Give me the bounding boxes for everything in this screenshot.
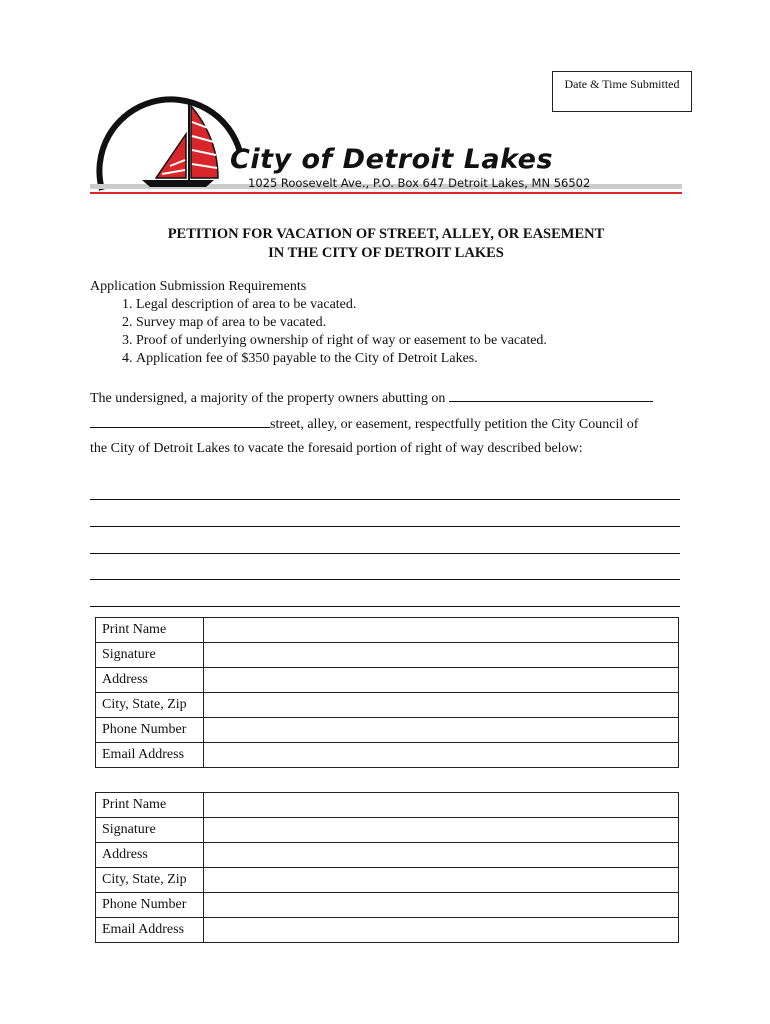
email-address-label: Email Address [96, 743, 204, 768]
requirements-heading: Application Submission Requirements [90, 279, 307, 294]
requirements-list [90, 296, 690, 368]
description-line[interactable] [90, 606, 680, 607]
logo-address: 1025 Roosevelt Ave., P.O. Box 647 Detroit Lakes, MN 56502 [248, 176, 591, 190]
requirement-item: 4. Application fee of $350 payable to the City of Detroit Lakes. [136, 350, 690, 368]
signer-table-1 [95, 617, 679, 768]
street-name-blank[interactable] [90, 414, 270, 428]
address-field[interactable] [204, 668, 679, 693]
signature-field[interactable] [204, 818, 679, 843]
phone-number-field[interactable] [204, 718, 679, 743]
document-title-line1: PETITION FOR VACATION OF STREET, ALLEY, OR EASEMENT [167, 226, 605, 242]
document-title-line2: IN THE CITY OF DETROIT LAKES [268, 245, 504, 261]
description-line[interactable] [90, 526, 680, 527]
requirement-item: 1. Legal description of area to be vacated. [136, 296, 690, 314]
city-state-zip-field[interactable] [204, 868, 679, 893]
print-name-field[interactable] [204, 793, 679, 818]
petition-line-2 [90, 414, 682, 433]
description-line[interactable] [90, 553, 680, 554]
petition-text-2: street, alley, or easement, respectfully petition the City Council of [270, 417, 639, 432]
petition-text-3: the City of Detroit Lakes to vacate the foresaid portion of right of way described below: [90, 441, 583, 456]
petition-text-1: The undersigned, a majority of the property owners abutting on [90, 391, 446, 406]
logo-city-name: City of Detroit Lakes [230, 144, 554, 175]
requirements-section [90, 278, 690, 368]
email-address-label: Email Address [96, 918, 204, 943]
requirement-item: 2. Survey map of area to be vacated. [136, 314, 690, 332]
phone-number-label: Phone Number [96, 718, 204, 743]
print-name-field[interactable] [204, 618, 679, 643]
signature-field[interactable] [204, 643, 679, 668]
city-logo [90, 92, 682, 202]
description-line[interactable] [90, 499, 680, 500]
email-address-field[interactable] [204, 743, 679, 768]
phone-number-field[interactable] [204, 893, 679, 918]
abutting-street-blank[interactable] [449, 388, 653, 402]
phone-number-label: Phone Number [96, 893, 204, 918]
address-label: Address [96, 843, 204, 868]
petition-line-3 [90, 441, 682, 457]
print-name-label: Print Name [96, 618, 204, 643]
requirement-item: 3. Proof of underlying ownership of right of way or easement to be vacated. [136, 332, 690, 350]
address-label: Address [96, 668, 204, 693]
email-address-field[interactable] [204, 918, 679, 943]
city-state-zip-label: City, State, Zip [96, 693, 204, 718]
print-name-label: Print Name [96, 793, 204, 818]
date-time-submitted-label: Date & Time Submitted [564, 77, 680, 91]
city-state-zip-label: City, State, Zip [96, 868, 204, 893]
signature-label: Signature [96, 643, 204, 668]
city-state-zip-field[interactable] [204, 693, 679, 718]
signature-label: Signature [96, 818, 204, 843]
signer-table-2 [95, 792, 679, 943]
address-field[interactable] [204, 843, 679, 868]
petition-line-1 [90, 388, 682, 407]
description-line[interactable] [90, 579, 680, 580]
